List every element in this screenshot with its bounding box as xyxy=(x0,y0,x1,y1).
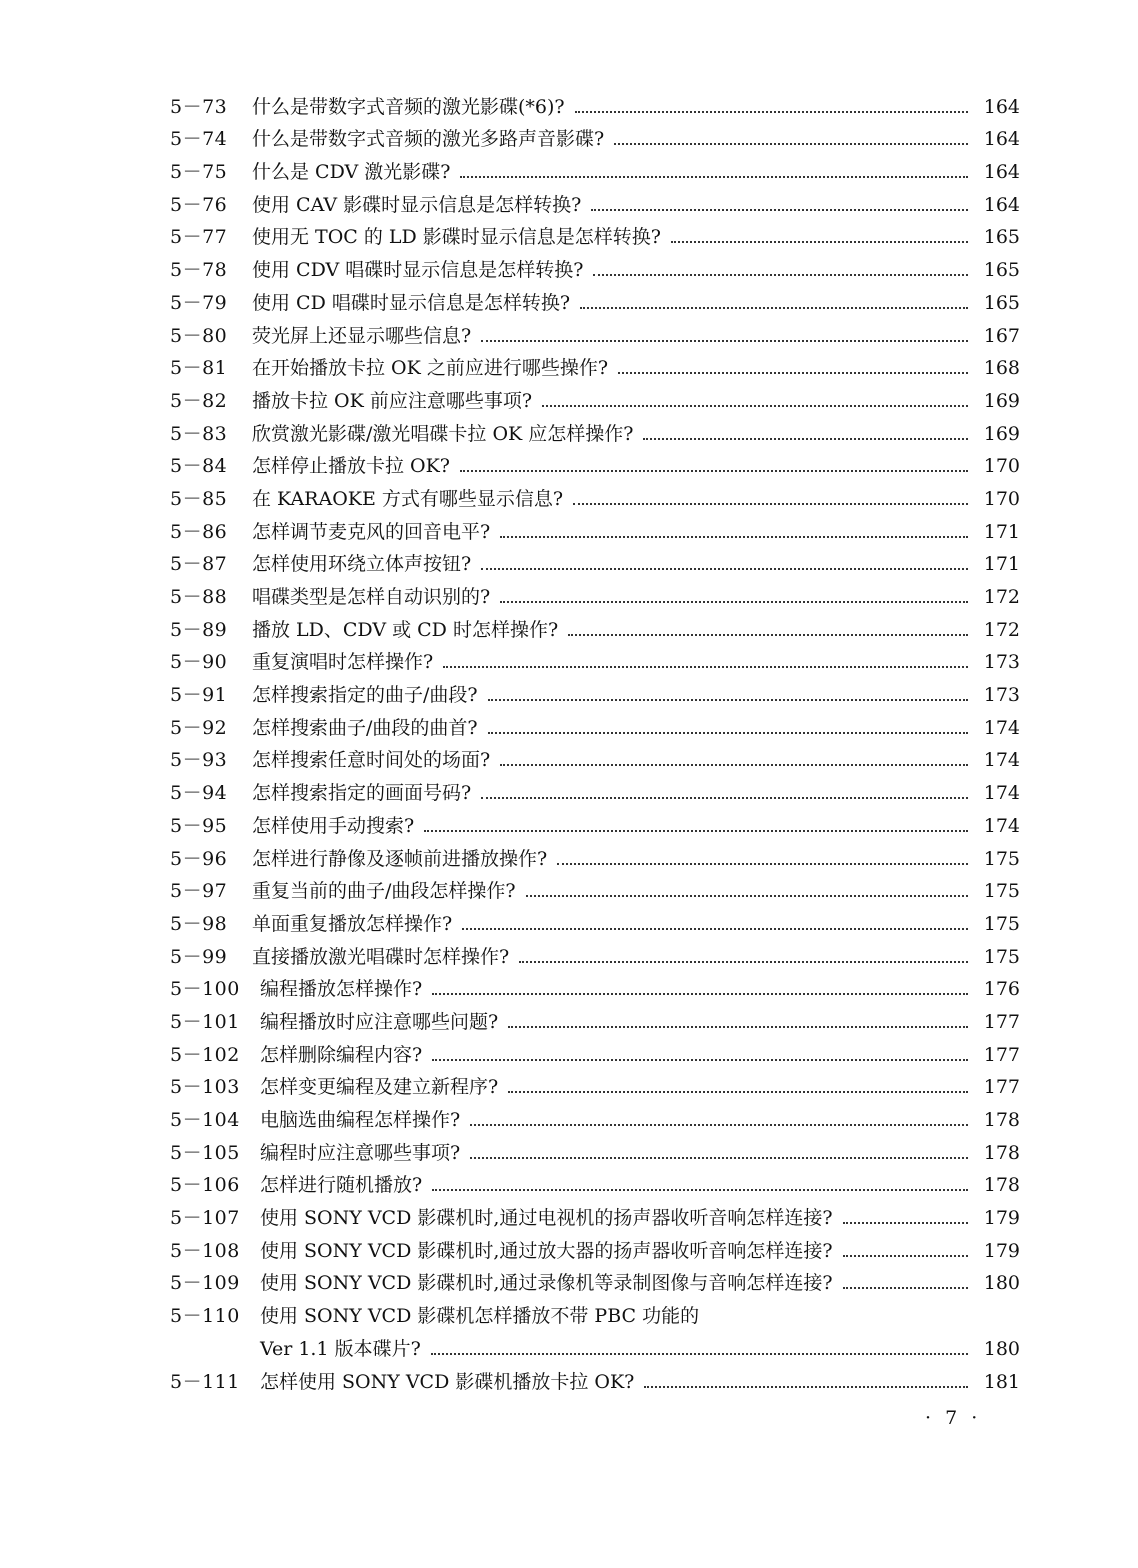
entry-number: 5－104 xyxy=(170,1109,240,1131)
entry-page-number: 178 xyxy=(983,1174,1020,1197)
entry-page-number: 178 xyxy=(983,1141,1020,1164)
entry-number: 5－94 xyxy=(170,782,228,805)
entry-title: 使用 CD 唱碟时显示信息是怎样转换? xyxy=(252,291,571,314)
toc-entry xyxy=(170,936,1020,969)
entry-page-number: 174 xyxy=(983,716,1020,739)
entry-title: 重复当前的曲子/曲段怎样操作? xyxy=(252,880,516,903)
toc-entry xyxy=(170,740,1020,773)
dot-leader xyxy=(526,895,968,897)
entry-title: 怎样搜索指定的画面号码? xyxy=(252,782,472,805)
entry-title: 荧光屏上还显示哪些信息? xyxy=(252,324,472,347)
entry-number: 5－77 xyxy=(170,226,228,249)
entry-number: 5－83 xyxy=(170,422,228,445)
dot-leader xyxy=(460,176,968,178)
entry-number: 5－98 xyxy=(170,912,228,935)
toc-entry xyxy=(170,380,1020,413)
entry-page-number: 173 xyxy=(983,684,1020,707)
entry-number: 5－108 xyxy=(170,1239,240,1262)
dot-leader xyxy=(500,764,968,766)
entry-page-number: 164 xyxy=(983,193,1020,216)
entry-page-number: 172 xyxy=(983,586,1020,608)
entry-title: 欣赏激光影碟/激光唱碟卡拉 OK 应怎样操作? xyxy=(252,422,634,445)
entry-title: 使用 SONY VCD 影碟机时,通过放大器的扬声器收听音响怎样连接? xyxy=(260,1239,833,1262)
entry-number: 5－81 xyxy=(170,357,228,380)
entry-title: 重复演唱时怎样操作? xyxy=(252,651,434,674)
entry-page-number: 177 xyxy=(983,1076,1020,1099)
entry-page-number: 175 xyxy=(983,880,1020,903)
dot-leader xyxy=(618,372,968,374)
entry-page-number: 165 xyxy=(983,226,1020,249)
dot-leader xyxy=(481,568,968,570)
toc-entry-continuation xyxy=(170,1328,1020,1361)
dot-leader xyxy=(470,1157,968,1159)
entry-title: 怎样使用 SONY VCD 影碟机播放卡拉 OK? xyxy=(260,1370,635,1393)
dot-leader xyxy=(432,1059,968,1061)
dot-leader xyxy=(568,634,968,636)
toc-entry xyxy=(170,478,1020,511)
dot-leader xyxy=(643,438,968,440)
entry-title: 使用 SONY VCD 影碟机时,通过录像机等录制图像与音响怎样连接? xyxy=(260,1272,833,1295)
entry-number: 5－75 xyxy=(170,161,228,184)
page-number: · 7 · xyxy=(925,1407,982,1429)
entry-number: 5－88 xyxy=(170,586,228,608)
entry-number: 5－105 xyxy=(170,1141,240,1164)
dot-leader xyxy=(432,993,968,995)
toc-entry xyxy=(170,969,1020,1002)
entry-title: 播放 LD、CDV 或 CD 时怎样操作? xyxy=(252,618,559,641)
entry-page-number: 171 xyxy=(983,520,1020,543)
dot-leader xyxy=(500,601,968,603)
entry-title: 电脑选曲编程怎样操作? xyxy=(260,1109,461,1131)
toc-entry xyxy=(170,86,1020,119)
entry-page-number: 165 xyxy=(983,259,1020,282)
toc-entry xyxy=(170,772,1020,805)
dot-leader xyxy=(593,274,968,276)
entry-number: 5－110 xyxy=(170,1305,240,1328)
dot-leader xyxy=(470,1124,968,1126)
entry-page-number: 175 xyxy=(983,847,1020,870)
entry-title: 什么是带数字式音频的激光多路声音影碟? xyxy=(252,128,605,151)
dot-leader xyxy=(500,536,968,538)
entry-page-number: 180 xyxy=(983,1337,1020,1360)
toc-entry xyxy=(170,413,1020,446)
dot-leader xyxy=(488,699,968,701)
entry-page-number: 172 xyxy=(983,618,1020,641)
dot-leader xyxy=(424,830,968,832)
entry-number: 5－101 xyxy=(170,1010,240,1033)
entry-page-number: 174 xyxy=(983,814,1020,837)
entry-page-number: 175 xyxy=(983,912,1020,935)
toc-entry xyxy=(170,544,1020,577)
toc-entry xyxy=(170,1001,1020,1034)
dot-leader xyxy=(644,1386,968,1388)
entry-title: 编程播放时应注意哪些问题? xyxy=(260,1010,499,1033)
toc-entry xyxy=(170,1067,1020,1100)
entry-number: 5－89 xyxy=(170,618,228,641)
entry-title: 直接播放激光唱碟时怎样操作? xyxy=(252,945,510,968)
toc-entry xyxy=(170,576,1020,609)
toc-entry xyxy=(170,282,1020,315)
dot-leader xyxy=(671,241,968,243)
entry-title: 在开始播放卡拉 OK 之前应进行哪些操作? xyxy=(252,357,609,380)
entry-title: 怎样搜索任意时间处的场面? xyxy=(252,749,491,772)
dot-leader xyxy=(431,1353,968,1355)
entry-number: 5－107 xyxy=(170,1207,240,1230)
toc-entry xyxy=(170,1361,1020,1394)
entry-title: 怎样搜索指定的曲子/曲段? xyxy=(252,684,478,707)
toc-entry xyxy=(170,1165,1020,1198)
entry-title: 什么是 CDV 激光影碟? xyxy=(252,161,451,184)
entry-title: 怎样进行随机播放? xyxy=(260,1174,423,1197)
table-of-contents xyxy=(170,86,1020,1394)
entry-title: 单面重复播放怎样操作? xyxy=(252,912,453,935)
entry-page-number: 170 xyxy=(983,487,1020,510)
entry-page-number: 169 xyxy=(983,422,1020,445)
toc-entry xyxy=(170,119,1020,152)
entry-page-number: 176 xyxy=(983,978,1020,1001)
entry-title: 什么是带数字式音频的激光影碟(*6)? xyxy=(252,95,565,118)
entry-number: 5－109 xyxy=(170,1272,240,1295)
entry-page-number: 174 xyxy=(983,749,1020,772)
entry-title: 怎样进行静像及逐帧前进播放操作? xyxy=(252,847,548,870)
toc-entry xyxy=(170,1295,1020,1328)
entry-number: 5－95 xyxy=(170,814,228,837)
toc-entry xyxy=(170,1034,1020,1067)
entry-page-number: 179 xyxy=(983,1239,1020,1262)
entry-page-number: 164 xyxy=(983,161,1020,184)
dot-leader xyxy=(432,1189,968,1191)
entry-page-number: 174 xyxy=(983,782,1020,805)
entry-title: 怎样变更编程及建立新程序? xyxy=(260,1076,499,1099)
dot-leader xyxy=(460,470,968,472)
toc-entry xyxy=(170,1132,1020,1165)
toc-entry xyxy=(170,217,1020,250)
entry-number: 5－93 xyxy=(170,749,228,772)
dot-leader xyxy=(614,143,968,145)
dot-leader xyxy=(488,732,968,734)
entry-page-number: 164 xyxy=(983,128,1020,151)
dot-leader xyxy=(542,405,968,407)
entry-page-number: 180 xyxy=(983,1272,1020,1295)
entry-page-number: 178 xyxy=(983,1109,1020,1131)
dot-leader xyxy=(591,209,968,211)
entry-number: 5－78 xyxy=(170,259,228,282)
entry-number: 5－97 xyxy=(170,880,228,903)
toc-entry xyxy=(170,871,1020,904)
entry-number: 5－102 xyxy=(170,1043,240,1066)
entry-number: 5－90 xyxy=(170,651,228,674)
entry-title: 使用无 TOC 的 LD 影碟时显示信息是怎样转换? xyxy=(252,226,661,249)
toc-entry xyxy=(170,1230,1020,1263)
toc-entry xyxy=(170,642,1020,675)
toc-entry xyxy=(170,1263,1020,1296)
entry-page-number: 177 xyxy=(983,1010,1020,1033)
entry-title: 使用 CDV 唱碟时显示信息是怎样转换? xyxy=(252,259,584,282)
toc-entry xyxy=(170,838,1020,871)
toc-entry xyxy=(170,609,1020,642)
toc-entry xyxy=(170,1099,1020,1132)
toc-entry xyxy=(170,446,1020,479)
toc-entry xyxy=(170,903,1020,936)
entry-title: 使用 SONY VCD 影碟机怎样播放不带 PBC 功能的 xyxy=(260,1305,700,1328)
entry-page-number: 170 xyxy=(983,455,1020,478)
toc-entry xyxy=(170,511,1020,544)
entry-title: 怎样删除编程内容? xyxy=(260,1043,423,1066)
entry-page-number: 173 xyxy=(983,651,1020,674)
entry-page-number: 168 xyxy=(983,357,1020,380)
entry-page-number: 169 xyxy=(983,389,1020,412)
entry-title: 怎样搜索曲子/曲段的曲首? xyxy=(252,716,478,739)
entry-page-number: 177 xyxy=(983,1043,1020,1066)
entry-page-number: 167 xyxy=(983,324,1020,347)
entry-title: 唱碟类型是怎样自动识别的? xyxy=(252,586,491,608)
dot-leader xyxy=(843,1255,968,1257)
dot-leader xyxy=(462,928,968,930)
dot-leader xyxy=(843,1222,968,1224)
entry-number: 5－74 xyxy=(170,128,228,151)
entry-number: 5－100 xyxy=(170,978,240,1001)
entry-page-number: 175 xyxy=(983,945,1020,968)
toc-entry xyxy=(170,1197,1020,1230)
entry-title: 使用 SONY VCD 影碟机时,通过电视机的扬声器收听音响怎样连接? xyxy=(260,1207,833,1230)
dot-leader xyxy=(580,307,968,309)
entry-title: 在 KARAOKE 方式有哪些显示信息? xyxy=(252,487,564,510)
entry-number: 5－103 xyxy=(170,1076,240,1099)
entry-title: 怎样使用环绕立体声按钮? xyxy=(252,553,472,576)
entry-title: 怎样停止播放卡拉 OK? xyxy=(252,455,450,478)
entry-page-number: 171 xyxy=(983,553,1020,576)
entry-title-continued: Ver 1.1 版本碟片? xyxy=(260,1337,421,1360)
entry-number: 5－91 xyxy=(170,684,228,707)
entry-number: 5－76 xyxy=(170,193,228,216)
entry-number: 5－73 xyxy=(170,95,228,118)
entry-number: 5－106 xyxy=(170,1174,240,1197)
entry-number: 5－82 xyxy=(170,389,228,412)
entry-number: 5－96 xyxy=(170,847,228,870)
entry-title: 使用 CAV 影碟时显示信息是怎样转换? xyxy=(252,193,582,216)
dot-leader xyxy=(443,666,968,668)
toc-entry xyxy=(170,707,1020,740)
entry-number: 5－99 xyxy=(170,945,228,968)
entry-number: 5－111 xyxy=(170,1370,240,1393)
toc-entry xyxy=(170,674,1020,707)
toc-entry xyxy=(170,805,1020,838)
entry-title: 编程时应注意哪些事项? xyxy=(260,1141,461,1164)
entry-title: 播放卡拉 OK 前应注意哪些事项? xyxy=(252,389,533,412)
dot-leader xyxy=(481,340,968,342)
toc-entry xyxy=(170,348,1020,381)
entry-page-number: 179 xyxy=(983,1207,1020,1230)
entry-number: 5－92 xyxy=(170,716,228,739)
entry-number: 5－85 xyxy=(170,487,228,510)
entry-number: 5－80 xyxy=(170,324,228,347)
dot-leader xyxy=(508,1026,968,1028)
entry-title: 编程播放怎样操作? xyxy=(260,978,423,1001)
dot-leader xyxy=(508,1091,968,1093)
dot-leader xyxy=(575,111,968,113)
entry-page-number: 164 xyxy=(983,95,1020,118)
dot-leader xyxy=(843,1287,968,1289)
entry-number: 5－84 xyxy=(170,455,228,478)
entry-title: 怎样使用手动搜索? xyxy=(252,814,415,837)
dot-leader xyxy=(481,797,968,799)
toc-entry xyxy=(170,151,1020,184)
entry-page-number: 181 xyxy=(983,1370,1020,1393)
entry-number: 5－87 xyxy=(170,553,228,576)
entry-title: 怎样调节麦克风的回音电平? xyxy=(252,520,491,543)
entry-number: 5－79 xyxy=(170,291,228,314)
toc-entry xyxy=(170,249,1020,282)
dot-leader xyxy=(519,961,968,963)
toc-entry xyxy=(170,315,1020,348)
dot-leader xyxy=(557,863,968,865)
entry-page-number: 165 xyxy=(983,291,1020,314)
dot-leader xyxy=(573,503,968,505)
toc-entry xyxy=(170,184,1020,217)
entry-number: 5－86 xyxy=(170,520,228,543)
